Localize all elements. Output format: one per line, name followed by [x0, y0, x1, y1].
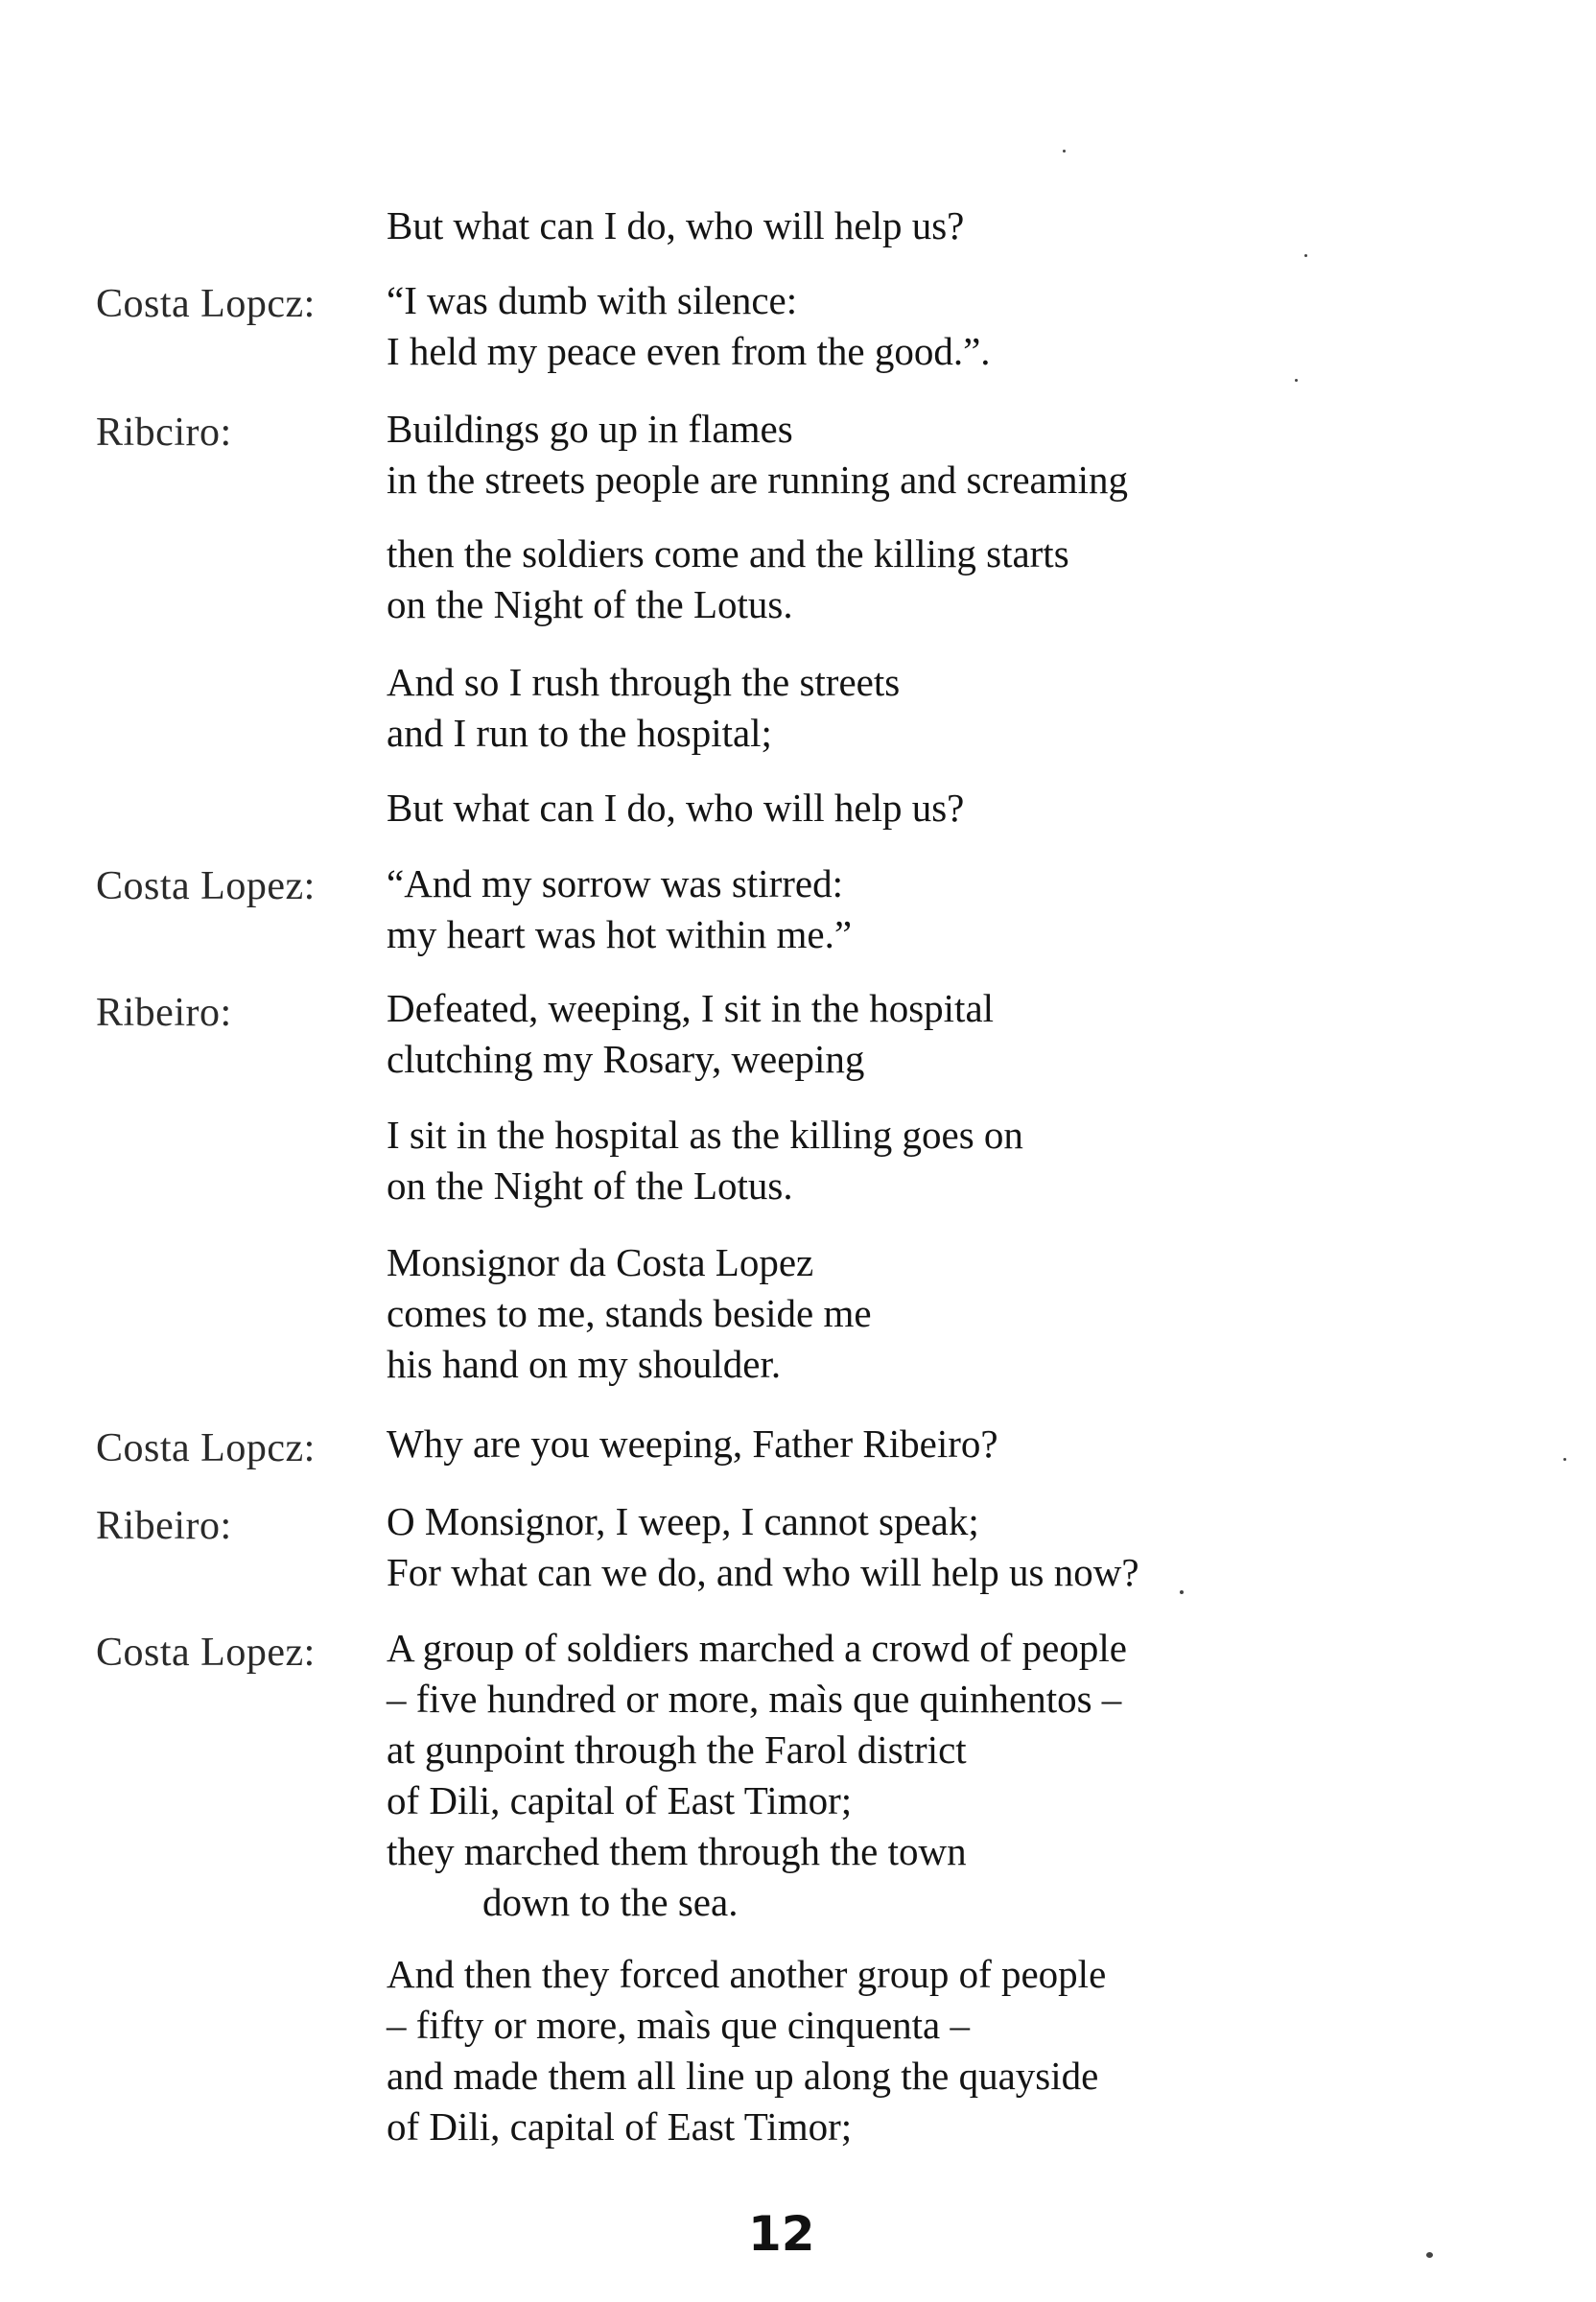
scan-speck [1426, 2252, 1433, 2258]
speaker-label: Ribciro: [96, 411, 232, 455]
stanza [387, 1496, 1537, 1598]
verse-line: then the soldiers come and the killing starts [387, 531, 1069, 576]
scan-speck [1180, 1590, 1184, 1594]
stanza [387, 1110, 1537, 1211]
scan-speck [1304, 254, 1307, 257]
verse-line: Buildings go up in flames [387, 407, 793, 451]
verse-line: my heart was hot within me.” [387, 912, 853, 956]
speaker-label: Costa Lopez: [96, 1631, 316, 1675]
stanza [387, 1237, 1537, 1390]
verse-line: O Monsignor, I weep, I cannot speak; [387, 1499, 979, 1543]
verse-line: – five hundred or more, maìs que quinhentos – [387, 1677, 1122, 1721]
speaker-label: Costa Lopcz: [96, 282, 316, 326]
verse-line: But what can I do, who will help us? [387, 203, 965, 247]
scan-speck [1563, 1458, 1566, 1461]
verse-line: in the streets people are running and screaming [387, 458, 1129, 502]
stanza [387, 858, 1537, 960]
verse-line: Monsignor da Costa Lopez [387, 1240, 814, 1284]
verse-line: and made them all line up along the quayside [387, 2054, 1099, 2098]
stanza [387, 657, 1537, 759]
verse-line: And then they forced another group of people [387, 1952, 1107, 1996]
verse-line: at gunpoint through the Farol district [387, 1727, 967, 1772]
verse-line: down to the sea. [482, 1880, 739, 1924]
speaker-label: Ribeiro: [96, 1504, 232, 1548]
verse-line: his hand on my shoulder. [387, 1342, 782, 1386]
verse-line: “I was dumb with silence: [387, 278, 798, 322]
verse-line: – fifty or more, maìs que cinquenta – [387, 2003, 970, 2047]
stanza [387, 1949, 1537, 2152]
stanza [387, 404, 1537, 505]
verse-line: Why are you weeping, Father Ribeiro? [387, 1421, 998, 1466]
page-number: 12 [748, 2206, 815, 2262]
verse-line: For what can we do, and who will help us now? [387, 1550, 1139, 1594]
stanza [387, 983, 1537, 1085]
stanza [387, 200, 1537, 251]
verse-line: But what can I do, who will help us? [387, 786, 965, 830]
stanza [387, 1419, 1537, 1469]
verse-line: A group of soldiers marched a crowd of people [387, 1626, 1127, 1670]
verse-line: And so I rush through the streets [387, 660, 901, 704]
verse-line: I sit in the hospital as the killing goes on [387, 1113, 1023, 1157]
verse-line: clutching my Rosary, weeping [387, 1037, 865, 1081]
speaker-label: Ribeiro: [96, 991, 232, 1035]
verse-line: comes to me, stands beside me [387, 1291, 872, 1335]
speaker-label: Costa Lopez: [96, 864, 316, 908]
stanza [387, 529, 1537, 630]
stanza [387, 783, 1537, 834]
scan-speck [1295, 379, 1298, 382]
verse-line: on the Night of the Lotus. [387, 1163, 793, 1208]
verse-line: “And my sorrow was stirred: [387, 861, 843, 905]
verse-line: and I run to the hospital; [387, 711, 772, 755]
speaker-label: Costa Lopcz: [96, 1426, 316, 1470]
verse-line: I held my peace even from the good.”. [387, 329, 991, 373]
stanza [387, 1623, 1537, 1928]
stanza [387, 275, 1537, 377]
verse-line: they marched them through the town [387, 1829, 967, 1873]
verse-line: Defeated, weeping, I sit in the hospital [387, 986, 995, 1030]
verse-line: on the Night of the Lotus. [387, 582, 793, 626]
scan-speck [1063, 150, 1066, 153]
verse-line: of Dili, capital of East Timor; [387, 1778, 853, 1822]
verse-line: of Dili, capital of East Timor; [387, 2104, 853, 2149]
